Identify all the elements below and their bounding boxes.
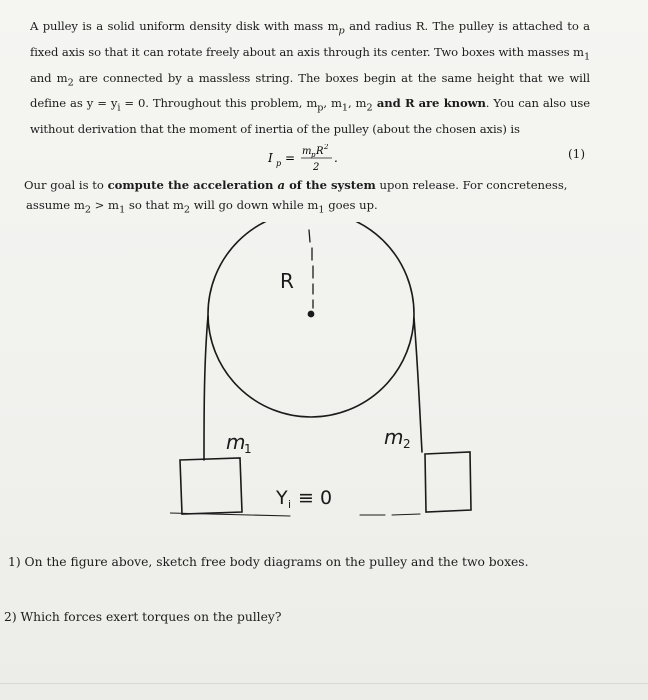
goal-bold-a: a [273, 178, 290, 192]
sub-1: 1 [341, 102, 348, 114]
intro-bold: and R [372, 96, 415, 111]
goal-text: Our goal is to [24, 178, 108, 192]
eq-num-sub: p [311, 151, 316, 159]
baseline-right [360, 514, 420, 515]
radius-line [309, 230, 313, 308]
sub-2: 2 [84, 204, 91, 216]
label-m2-sub: 2 [403, 437, 411, 451]
label-y: Y [276, 487, 288, 509]
question-1: 1) On the figure above, sketch free body diagrams on the pulley and the two boxes. [8, 555, 529, 569]
intro-text: , m [323, 96, 342, 111]
eq-period: . [334, 151, 338, 165]
goal-paragraph [24, 175, 594, 220]
goal-line-2 [24, 195, 594, 220]
eq-lhs-sub: p [276, 159, 282, 168]
box-m2 [425, 452, 471, 512]
pulley-axle [308, 311, 313, 316]
goal-text: assume m [26, 198, 85, 212]
intro-text: = 0. Throughout this problem, m [120, 96, 318, 111]
eq-den: 2 [313, 162, 320, 173]
right-string [414, 318, 422, 452]
sub-2: 2 [67, 76, 74, 88]
sub-1: 1 [583, 51, 590, 63]
question-2: 2) Which forces exert torques on the pulley? [4, 610, 282, 624]
intro-text: . You can also use without derivation that the moment of inertia of the pulley (about the chosen axis) is [30, 96, 591, 137]
intro-text: are connected by a massless string. The boxes begin at the same height that we will define as y = y [30, 70, 590, 111]
goal-line-1 [24, 175, 594, 195]
eq-num-R: R [316, 146, 324, 157]
pulley-figure [170, 222, 490, 532]
eq-equals: = [285, 151, 296, 165]
goal-text: > m [90, 198, 120, 212]
box-m1 [180, 458, 242, 514]
divider [0, 683, 648, 684]
label-m1-sub: 1 [244, 442, 252, 456]
label-R: R [280, 269, 294, 293]
sub-2: 2 [183, 204, 191, 216]
left-string [204, 316, 208, 460]
known-bold: are known [418, 96, 486, 111]
label-y-eq: ≡ 0 [298, 487, 333, 509]
problem-intro [30, 16, 590, 140]
equation-svg [268, 144, 358, 178]
sub-1: 1 [318, 204, 325, 216]
goal-bold: of the system [289, 178, 376, 192]
sub-2: 2 [366, 102, 373, 114]
goal-bold: compute the acceleration [107, 178, 274, 192]
equation-number: (1) [568, 147, 585, 161]
intro-paragraph [30, 16, 590, 140]
label-m1: m [226, 430, 246, 454]
sub-p: p [317, 102, 324, 114]
label-m2: m [384, 425, 404, 449]
eq-num-sup: 2 [324, 144, 329, 151]
sub-1: 1 [119, 204, 126, 216]
intro-text: and m [30, 70, 68, 85]
eq-lhs: I [268, 151, 273, 165]
intro-text: A pulley is a solid uniform density disk with mass m [30, 19, 339, 33]
goal-text: goes up. [324, 198, 378, 212]
pulley-sketch [170, 222, 490, 532]
sub-i: i [117, 102, 121, 114]
eq-num-m: m [302, 146, 312, 157]
goal-text: will go down while m [190, 198, 319, 212]
sub-p: p [338, 25, 345, 37]
pulley-disk [208, 222, 414, 417]
intro-text: , m [347, 96, 367, 111]
goal-text: so that m [125, 198, 184, 212]
label-y-sub: i [288, 498, 292, 511]
goal-text: upon release. For concreteness, [375, 178, 568, 192]
intro-text: and radius R. The pulley is attached to a fixed axis so that it can rotate freely about an axis through its center. Two boxes with masses m [30, 19, 590, 59]
